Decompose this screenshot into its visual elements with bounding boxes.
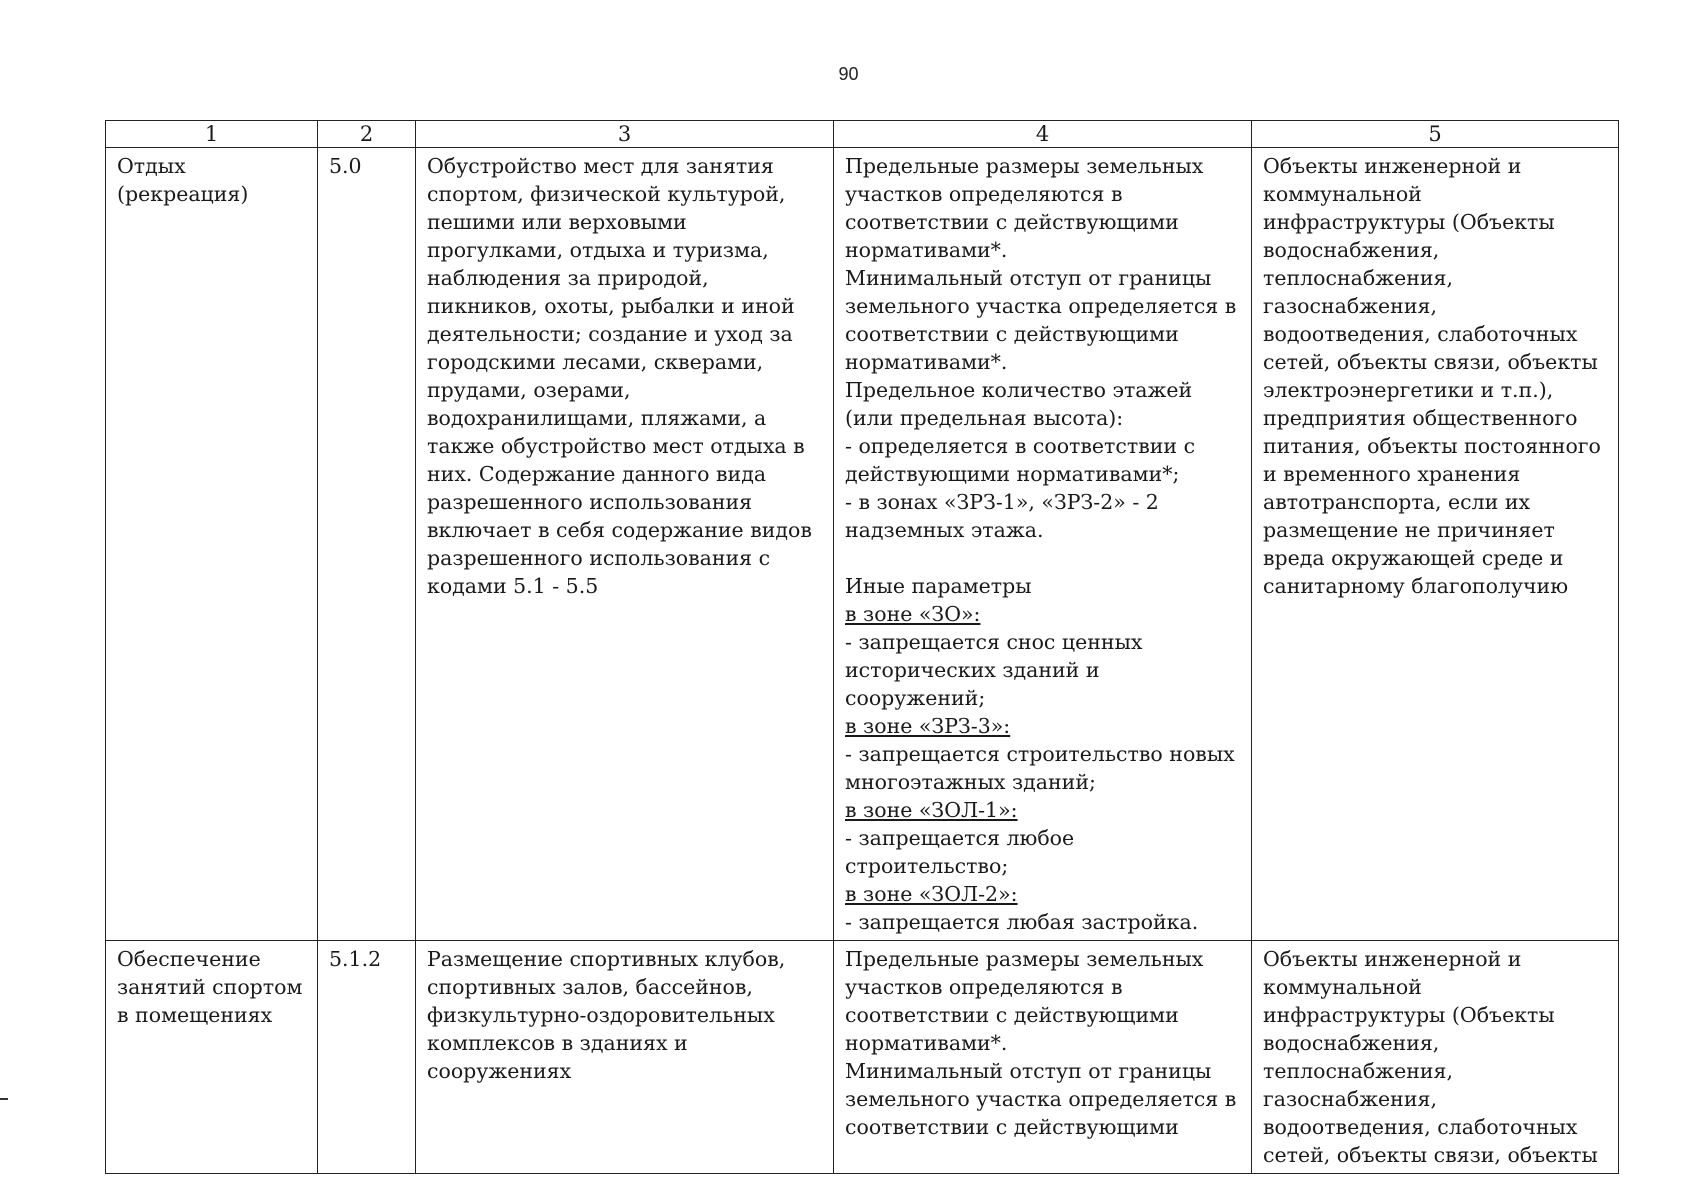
use-type-code: 5.1.2	[318, 941, 416, 1174]
zone-title: в зоне «ЗОЛ-1»:	[845, 798, 1018, 822]
column-header-5: 5	[1252, 121, 1619, 148]
zone-restriction: - запрещается любое строительство;	[845, 826, 1075, 878]
zone-title: в зоне «ЗО»:	[845, 602, 981, 626]
table-row	[106, 148, 1619, 941]
parameter-text: Предельные размеры земельных участков определяются в соответствии с действующими нормативами*.	[845, 154, 1204, 262]
zone-restriction: - запрещается снос ценных исторических зданий и сооружений;	[845, 630, 1143, 710]
parameter-text: Минимальный отступ от границы земельного участка определяется в соответствии с действующими	[845, 1059, 1237, 1139]
use-type-name-line: Отдых	[117, 154, 186, 178]
zone-title: в зоне «ЗОЛ-2»:	[845, 882, 1018, 906]
zone-title: в зоне «ЗРЗ-3»:	[845, 714, 1011, 738]
zone-restriction: - запрещается строительство новых многоэтажных зданий;	[845, 742, 1235, 794]
use-type-name	[106, 941, 318, 1174]
parameter-text: Предельные размеры земельных участков определяются в соответствии с действующими нормативами*.	[845, 947, 1204, 1055]
use-type-parameters	[834, 941, 1252, 1174]
zone-restriction: - запрещается любая застройка.	[845, 910, 1199, 934]
parameter-text: - определяется в соответствии с действующими нормативами*;	[845, 434, 1196, 486]
use-type-name-line: (рекреация)	[117, 182, 249, 206]
paragraph-spacer	[845, 544, 1243, 572]
use-type-description: Обустройство мест для занятия спортом, физической культурой, пешими или верховыми прогулками, отдыха и туризма, наблюдения за природой, пикников, охоты, рыбалки и иной деятельности; создание и уход за городскими лесами, скверами, прудами, озерами, водохранилищами, пляжами, а также обустройство мест отдыха в них. Содержание данного вида разрешенного использования включает в себя содержание видов разрешенного использования с кодами 5.1 - 5.5	[416, 148, 834, 941]
use-type-name-line: в помещениях	[117, 1003, 273, 1027]
auxiliary-uses: Объекты инженерной и коммунальной инфраструктуры (Объекты водоснабжения, теплоснабжения, газоснабжения, водоотведения, слаботочных сетей, объекты связи, объекты электроэнергетики и т.п.), предприятия общественного питания, объекты постоянного и временного хранения автотранспорта, если их размещение не причиняет вреда окружающей среде и санитарному благополучию	[1252, 148, 1619, 941]
use-type-name-line: занятий спортом	[117, 975, 303, 999]
use-type-parameters	[834, 148, 1252, 941]
table-row	[106, 941, 1619, 1174]
scan-margin-mark	[0, 1098, 8, 1100]
parameter-text: Минимальный отступ от границы земельного участка определяется в соответствии с действующими нормативами*.	[845, 266, 1237, 374]
parameter-text: Предельное количество этажей (или предельная высота):	[845, 378, 1193, 430]
column-header-1: 1	[106, 121, 318, 148]
other-parameters-title: Иные параметры	[845, 574, 1032, 598]
header-row	[106, 121, 1619, 148]
use-type-description: Размещение спортивных клубов, спортивных залов, бассейнов, физкультурно-оздоровительных комплексов в зданиях и сооружениях	[416, 941, 834, 1174]
page-number: 90	[838, 64, 859, 84]
column-header-2: 2	[318, 121, 416, 148]
use-type-code: 5.0	[318, 148, 416, 941]
auxiliary-uses: Объекты инженерной и коммунальной инфраструктуры (Объекты водоснабжения, теплоснабжения, газоснабжения, водоотведения, слаботочных сетей, объекты связи, объекты	[1252, 941, 1619, 1174]
column-header-3: 3	[416, 121, 834, 148]
parameter-text: - в зонах «ЗРЗ-1», «ЗРЗ-2» - 2 надземных этажа.	[845, 490, 1159, 542]
land-use-table	[105, 120, 1619, 1174]
use-type-name	[106, 148, 318, 941]
use-type-name-line: Обеспечение	[117, 947, 261, 971]
column-header-4: 4	[834, 121, 1252, 148]
